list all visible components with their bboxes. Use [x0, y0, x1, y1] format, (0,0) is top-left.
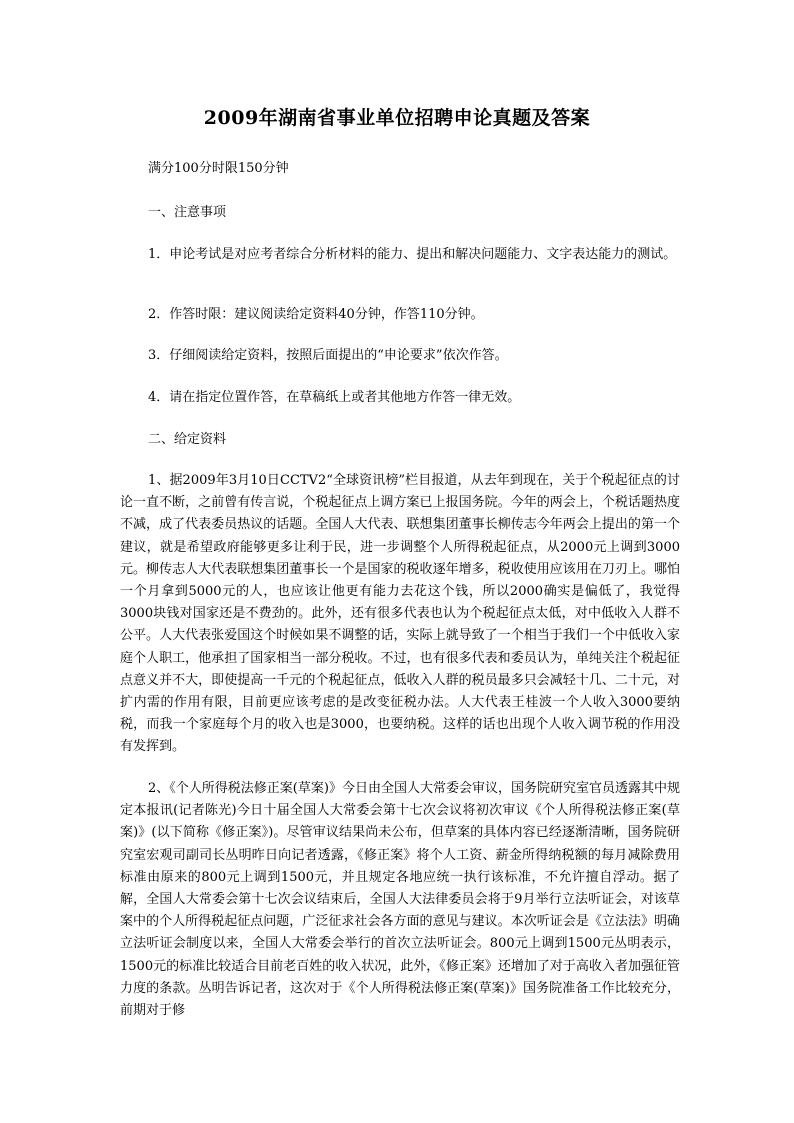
document-title: 2009年湖南省事业单位招聘申论真题及答案: [203, 107, 591, 129]
note-item: 4．请在指定位置作答，在草稿纸上或者其他地方作答一律无效。: [148, 390, 521, 405]
material-paragraph: 2、《个人所得税法修正案(草案)》今日由全国人大常委会审议，国务院研究室官员透露其中规定本报讯(记者陈光)今日十届全国人大常委会第十七次会议将初次审议《个人所得税法修正案(草案)》(以下简称《修正案》)。尽管审议结果尚未公布，但草案的具体内容已经逐渐清晰，国务院研究室宏观司副司长丛明昨日向记者透露，《修正案》将个人工资、薪金所得纳税额的每月减除费用标准由原来的800元上调到1500元，并且规定各地应统一执行该标准，不允许擅自浮动。据了解，全国人大常委会第十七次会议结束后，全国人大法律委员会将于9月举行立法听证会，对该草案中的个人所得税起征点问题，广泛征求社会各方面的意见与建议。本次听证会是《立法法》明确立法听证会制度以来，全国人大常委会举行的首次立法听证会。800元上调到1500元丛明表示，1500元的标准比较适合目前老百姓的收入状况，此外，《修正案》还增加了对于高收入者加强征管力度的条款。丛明告诉记者，这次对于《个人所得税法修正案(草案)》国务院准备工作比较充分，前期对于修: [120, 781, 680, 1019]
note-item: 2．作答时限：建议阅读给定资料40分钟，作答110分钟。: [148, 307, 484, 322]
exam-meta: 满分100分时限150分钟: [148, 161, 289, 176]
section-heading-materials: 二、给定资料: [148, 432, 227, 447]
section-heading-notes: 一、注意事项: [148, 205, 227, 220]
note-item: 3．仔细阅读给定资料，按照后面提出的“申论要求”依次作答。: [148, 348, 508, 363]
material-paragraph: 1、据2009年3月10日CCTV2“全球资讯榜”栏目报道，从去年到现在，关于个税起征点的讨论一直不断，之前曾有传言说，个税起征点上调方案已上报国务院。今年的两会上，个税话题热度不减，成了代表委员热议的话题。全国人大代表、联想集团董事长柳传志今年两会上提出的第一个建议，就是希望政府能够更多让利于民，进一步调整个人所得税起征点，从2000元上调到3000元。柳传志人大代表联想集团董事长一个是国家的税收逐年增多，税收使用应该用在刀刃上。哪怕一个月拿到5000元的人，也应该让他更有能力去花这个钱，所以2000确实是偏低了，我觉得3000块钱对国家还是不费劲的。此外，还有很多代表也认为个税起征点太低，对中低收入人群不公平。人大代表张爱国这个时候如果不调整的话，实际上就导致了一个相当于我们一个中低收入家庭个人职工，他承担了国家相当一部分税收。不过，也有很多代表和委员认为，单纯关注个税起征点意义并不大，即使提高一千元的个税起征点，低收入人群的税员最多只会减轻十几、二十元，对扩内需的作用有限，目前更应该考虑的是改变征税办法。人大代表王桂波一个人收入3000要纳税，而我一个家庭每个月的收入也是3000，也要纳税。这样的话也出现个人收入调节税的作用没有发挥到。: [120, 473, 680, 755]
note-item: 1．申论考试是对应考者综合分析材料的能力、提出和解决问题能力、文字表达能力的测试。: [148, 247, 677, 262]
